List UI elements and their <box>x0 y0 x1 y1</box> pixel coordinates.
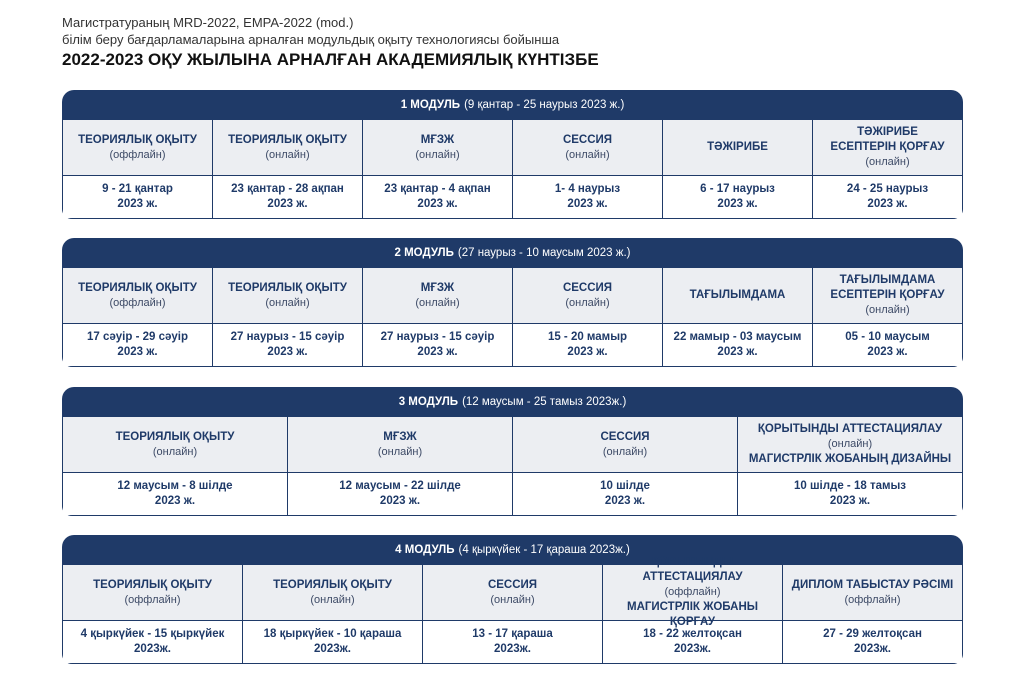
module-name: 4 МОДУЛЬ <box>395 544 455 556</box>
activity-cell <box>288 417 513 472</box>
activity-format: (онлайн) <box>565 296 610 309</box>
date-cell <box>663 176 813 218</box>
activity-cell <box>783 565 962 620</box>
activity-title: ТЕОРИЯЛЫҚ ОҚЫТУ <box>273 578 392 591</box>
date-cell <box>738 473 962 515</box>
activity-subtitle: МАГИСТРЛІК ЖОБАНЫ ҚОРҒАУ <box>626 601 759 628</box>
date-range: 12 маусым - 8 шілде <box>117 480 233 492</box>
date-range: 17 сәуір - 29 сәуір <box>86 331 188 343</box>
module-table <box>62 417 963 516</box>
date-cell <box>423 621 603 663</box>
date-range: 9 - 21 қантар <box>102 183 173 195</box>
activity-cell <box>63 565 243 620</box>
date-cell <box>213 324 363 366</box>
date-range: 27 наурыз - 15 сәуір <box>230 331 345 343</box>
activity-format: (оффлайн) <box>844 593 901 606</box>
date-range: 13 - 17 қараша <box>472 628 553 640</box>
module-2 <box>62 238 963 367</box>
date-cell <box>63 473 288 515</box>
date-cell <box>603 621 783 663</box>
activity-cell <box>663 268 813 323</box>
activity-cell <box>363 268 513 323</box>
activity-title: МҒЗЖ <box>420 281 455 294</box>
date-year: 2023 ж. <box>604 495 646 507</box>
activity-title: СЕССИЯ <box>562 133 613 146</box>
module-header <box>62 387 963 417</box>
activity-format: (онлайн) <box>415 148 460 161</box>
date-year: 2023ж. <box>494 643 531 655</box>
activity-cell <box>663 120 813 175</box>
date-year: 2023 ж. <box>867 346 908 358</box>
date-year: 2023 ж. <box>117 198 158 210</box>
activity-format: (онлайн) <box>152 445 198 458</box>
activity-row <box>63 417 962 473</box>
activity-cell <box>213 120 363 175</box>
activity-cell <box>423 565 603 620</box>
date-cell <box>288 473 513 515</box>
date-cell <box>513 473 738 515</box>
activity-format: (онлайн) <box>865 156 910 168</box>
module-4 <box>62 535 963 664</box>
date-range: 27 наурыз - 15 сәуір <box>380 331 495 343</box>
activity-title: МҒЗЖ <box>420 133 455 146</box>
date-range: 4 қыркүйек - 15 қыркүйек <box>80 628 225 640</box>
module-header <box>62 238 963 268</box>
date-range: 22 мамыр - 03 маусым <box>673 331 802 343</box>
activity-title: ТЕОРИЯЛЫҚ ОҚЫТУ <box>228 133 347 146</box>
date-year: 2023 ж. <box>717 198 758 210</box>
activity-format: (онлайн) <box>490 593 535 606</box>
activity-row <box>63 268 962 324</box>
activity-cell <box>243 565 423 620</box>
activity-title: ТЕОРИЯЛЫҚ ОҚЫТУ <box>115 430 235 443</box>
date-range: 23 қантар - 28 ақпан <box>231 183 344 195</box>
activity-row <box>63 120 962 176</box>
date-range: 24 - 25 наурыз <box>846 183 929 195</box>
date-cell <box>513 176 663 218</box>
date-year: 2023ж. <box>134 643 171 655</box>
activity-row <box>63 556 962 628</box>
activity-title: СЕССИЯ <box>487 578 538 591</box>
module-period: (27 наурыз - 10 маусым 2023 ж.) <box>457 247 631 259</box>
date-year: 2023 ж. <box>717 346 758 358</box>
date-year: 2023 ж. <box>417 346 458 358</box>
activity-format: (оффлайн) <box>664 586 721 598</box>
dates-row <box>63 621 962 663</box>
activity-format: (онлайн) <box>310 593 355 606</box>
activity-title-line2: ЕСЕПТЕРІН ҚОРҒАУ <box>830 141 945 153</box>
date-range: 23 қантар - 4 ақпан <box>384 183 491 195</box>
activity-title: ТЕОРИЯЛЫҚ ОҚЫТУ <box>228 281 347 294</box>
date-cell <box>813 324 962 366</box>
activity-cell <box>63 417 288 472</box>
date-range: 18 қыркүйек - 10 қараша <box>263 628 402 640</box>
activity-title: ТЕОРИЯЛЫҚ ОҚЫТУ <box>78 133 197 146</box>
module-header <box>62 90 963 120</box>
activity-title: ТЕОРИЯЛЫҚ ОҚЫТУ <box>78 281 197 294</box>
module-table <box>62 556 963 664</box>
date-year: 2023 ж. <box>117 346 158 358</box>
activity-title: ТАҒЫЛЫМДАМА <box>689 289 786 301</box>
activity-title: СЕССИЯ <box>562 281 613 294</box>
activity-format: (онлайн) <box>602 445 648 458</box>
activity-format: (онлайн) <box>565 148 610 161</box>
activity-cell <box>738 417 962 472</box>
date-range: 15 - 20 мамыр <box>547 331 628 343</box>
activity-title: СЕССИЯ <box>600 430 650 443</box>
date-cell <box>63 621 243 663</box>
date-year: 2023 ж. <box>567 346 608 358</box>
date-year: 2023ж. <box>854 643 891 655</box>
activity-title: ТАҒЫЛЫМДАМА <box>839 274 936 286</box>
activity-title: ТӘЖІРИБЕ <box>857 126 918 138</box>
activity-format: (оффлайн) <box>109 148 166 161</box>
date-year: 2023 ж. <box>567 198 608 210</box>
activity-title: ТӘЖІРИБЕ <box>707 141 768 153</box>
date-cell <box>363 176 513 218</box>
module-3 <box>62 387 963 516</box>
date-cell <box>813 176 962 218</box>
page-title: 2022-2023 ОҚУ ЖЫЛЫНА АРНАЛҒАН АКАДЕМИЯЛЫҚ КҮНТІЗБЕ <box>62 50 599 69</box>
date-range: 05 - 10 маусым <box>845 331 930 343</box>
date-cell <box>63 176 213 218</box>
date-range: 27 - 29 желтоқсан <box>823 628 922 640</box>
date-range: 12 маусым - 22 шілде <box>339 480 461 492</box>
dates-row <box>63 324 962 366</box>
date-range: 6 - 17 наурыз <box>700 183 775 195</box>
module-period: (12 маусым - 25 тамыз 2023ж.) <box>462 396 627 408</box>
activity-format: (онлайн) <box>415 296 460 309</box>
date-cell <box>513 324 663 366</box>
date-year: 2023 ж. <box>267 198 308 210</box>
date-year: 2023 ж. <box>154 495 196 507</box>
activity-format: (оффлайн) <box>109 296 166 309</box>
activity-format: (онлайн) <box>377 445 423 458</box>
activity-cell <box>63 120 213 175</box>
date-year: 2023 ж. <box>267 346 308 358</box>
activity-cell <box>513 120 663 175</box>
dates-row <box>63 176 962 218</box>
activity-format: (онлайн) <box>827 438 873 450</box>
activity-cell <box>363 120 513 175</box>
date-year: 2023ж. <box>674 643 711 655</box>
activity-title: ҚОРЫТЫНДЫ АТТЕСТАЦИЯЛАУ <box>757 423 943 435</box>
date-range: 10 шілде - 18 тамыз <box>793 480 907 492</box>
activity-cell <box>513 268 663 323</box>
activity-title-line2: ЕСЕПТЕРІН ҚОРҒАУ <box>830 289 945 301</box>
module-period: (9 қантар - 25 наурыз 2023 ж.) <box>464 99 625 111</box>
date-range: 10 шілде <box>600 480 650 492</box>
module-table <box>62 268 963 367</box>
module-name: 1 МОДУЛЬ <box>400 99 461 111</box>
header-line-2: білім беру бағдарламаларына арналған модульдық оқыту технологиясы бойынша <box>62 32 560 47</box>
module-name: 3 МОДУЛЬ <box>398 396 459 408</box>
date-cell <box>363 324 513 366</box>
module-name: 2 МОДУЛЬ <box>394 247 454 259</box>
activity-format: (оффлайн) <box>124 593 181 606</box>
module-period: (4 қыркүйек - 17 қараша 2023ж.) <box>458 544 630 556</box>
module-header <box>62 535 963 565</box>
activity-title: МҒЗЖ <box>383 430 417 443</box>
activity-format: (онлайн) <box>865 304 910 316</box>
activity-format: (онлайн) <box>265 296 310 309</box>
date-year: 2023 ж. <box>867 198 908 210</box>
header-line-1: Магистратураның MRD-2022, EMPA-2022 (mod.) <box>62 15 354 30</box>
activity-title: ДИПЛОМ ТАБЫСТАУ РӘСІМІ <box>791 578 954 591</box>
date-year: 2023 ж. <box>417 198 458 210</box>
date-range: 18 - 22 желтоқсан <box>643 628 742 640</box>
document-header <box>62 14 599 71</box>
activity-title: ҚОРЫТЫНДЫ АТТЕСТАЦИЯЛАУ <box>642 556 743 583</box>
module-1 <box>62 90 963 219</box>
activity-title: ТЕОРИЯЛЫҚ ОҚЫТУ <box>93 578 212 591</box>
date-year: 2023 ж. <box>379 495 421 507</box>
activity-subtitle: МАГИСТРЛІК ЖОБАНЫҢ ДИЗАЙНЫ <box>748 453 952 465</box>
dates-row <box>63 473 962 515</box>
date-cell <box>63 324 213 366</box>
date-cell <box>213 176 363 218</box>
activity-cell <box>63 268 213 323</box>
activity-cell <box>813 120 962 175</box>
activity-format: (онлайн) <box>265 148 310 161</box>
date-year: 2023ж. <box>314 643 351 655</box>
activity-cell <box>513 417 738 472</box>
module-table <box>62 120 963 219</box>
date-year: 2023 ж. <box>829 495 871 507</box>
activity-cell <box>213 268 363 323</box>
activity-cell <box>603 556 783 628</box>
date-cell <box>243 621 423 663</box>
date-cell <box>783 621 962 663</box>
date-range: 1- 4 наурыз <box>554 183 621 195</box>
date-cell <box>663 324 813 366</box>
activity-cell <box>813 268 962 323</box>
